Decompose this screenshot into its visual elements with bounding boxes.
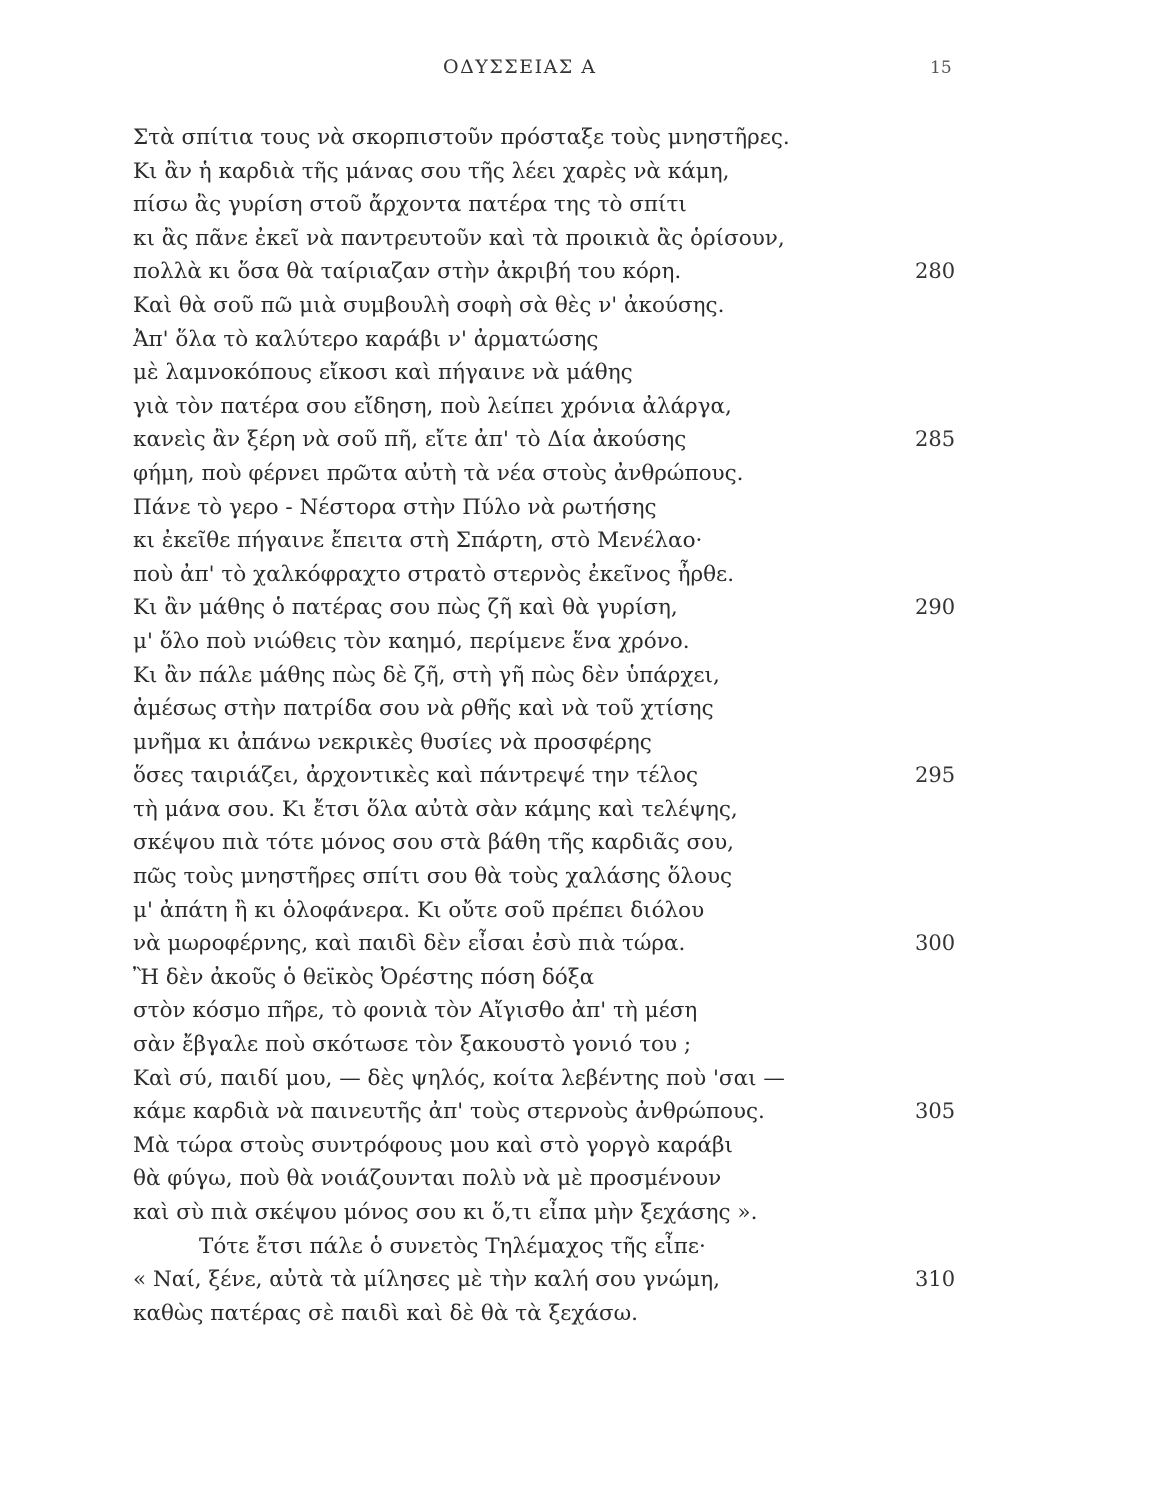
- verse-line: [133, 793, 1003, 827]
- verse-text: φήμη, ποὺ φέρνει πρῶτα αὐτὴ τὰ νέα στοὺς ἀνθρώπους.: [133, 460, 744, 486]
- verse-text: μ' ἀπάτη ἢ κι ὁλοφάνερα. Κι οὔτε σοῦ πρέπει διόλου: [133, 897, 705, 923]
- verse-line: [133, 625, 1003, 659]
- verse-line: [133, 1129, 1003, 1163]
- verse-text: Στὰ σπίτια τους νὰ σκορπιστοῦν πρόσταξε τοὺς μνηστῆρες.: [133, 125, 790, 150]
- verse-text: πίσω ἂς γυρίση στοῦ ἄρχοντα πατέρα της τὸ σπίτι: [133, 192, 687, 218]
- verse-text: μνῆμα κι ἀπάνω νεκρικὲς θυσίες νὰ προσφέρης: [133, 729, 652, 755]
- verse-text: κανεὶς ἂν ξέρη νὰ σοῦ πῆ, εἴτε ἀπ' τὸ Δία ἀκούσης: [133, 427, 687, 453]
- verse-line: [133, 390, 1003, 424]
- verse-text: κάμε καρδιὰ νὰ παινευτῆς ἀπ' τοὺς στερνοὺς ἀνθρώπους.: [133, 1099, 765, 1125]
- running-title: ΟΔΥΣΣΕΙΑΣ Α: [443, 56, 597, 78]
- verse-text: Ἀπ' ὅλα τὸ καλύτερο καράβι ν' ἀρματώσης: [133, 326, 599, 352]
- verse-text: μ' ὅλο ποὺ νιώθεις τὸν καημό, περίμενε ἕνα χρόνο.: [133, 628, 690, 654]
- verse-text: Καὶ θὰ σοῦ πῶ μιὰ συμβουλὴ σοφὴ σὰ θὲς ν' ἀκούσης.: [133, 292, 725, 318]
- page-number: 15: [930, 58, 952, 78]
- verse-line: [133, 289, 1003, 323]
- verse-text: θὰ φύγω, ποὺ θὰ νοιάζουνται πολὺ νὰ μὲ προσμένουν: [133, 1166, 722, 1192]
- verse-text: Μὰ τώρα στοὺς συντρόφους μου καὶ στὸ γοργὸ καράβι: [133, 1132, 733, 1158]
- verse-line: [133, 524, 1003, 558]
- verse-text: τὴ μάνα σου. Κι ἔτσι ὅλα αὐτὰ σὰν κάμης καὶ τελέψης,: [133, 796, 738, 822]
- verse-line: [133, 356, 1003, 390]
- verse-text: Κι ἂν πάλε μάθης πὼς δὲ ζῆ, στὴ γῆ πὼς δὲν ὑπάρχει,: [133, 662, 720, 688]
- verse-line: [133, 121, 1003, 155]
- verse-line: [133, 491, 1003, 525]
- verse-line: [133, 927, 1003, 961]
- verse-text: Πάνε τὸ γερο - Νέστορα στὴν Πύλο νὰ ρωτήσης: [133, 494, 657, 520]
- verse-line: [133, 759, 1003, 793]
- verse-text: ποὺ ἀπ' τὸ χαλκόφραχτο στρατὸ στερνὸς ἐκεῖνος ἦρθε.: [133, 561, 735, 587]
- verse-text: νὰ μωροφέρνης, καὶ παιδὶ δὲν εἶσαι ἐσὺ πιὰ τώρα.: [133, 931, 686, 957]
- verse-line: [133, 1095, 1003, 1129]
- verse-text: πῶς τοὺς μνηστῆρες σπίτι σου θὰ τοὺς χαλάσης ὅλους: [133, 864, 733, 890]
- verse-text: Κι ἂν ἡ καρδιὰ τῆς μάνας σου τῆς λέει χαρὲς νὰ κάμη,: [133, 158, 730, 184]
- verse-line: [133, 1028, 1003, 1062]
- verse-block: [133, 121, 1003, 1330]
- verse-line: [133, 1263, 1003, 1297]
- verse-text: γιὰ τὸν πατέρα σου εἴδηση, ποὺ λείπει χρόνια ἀλάργα,: [133, 393, 732, 419]
- verse-line: [133, 222, 1003, 256]
- verse-text: ἀμέσως στὴν πατρίδα σου νὰ ρθῆς καὶ νὰ τοῦ χτίσης: [133, 696, 714, 722]
- verse-text: καὶ σὺ πιὰ σκέψου μόνος σου κι ὅ,τι εἶπα μὴν ξεχάσης ».: [133, 1200, 758, 1225]
- verse-line: [133, 894, 1003, 928]
- verse-line: [133, 659, 1003, 693]
- verse-line: [133, 188, 1003, 222]
- verse-text: καθὼς πατέρας σὲ παιδὶ καὶ δὲ θὰ τὰ ξεχάσω.: [133, 1300, 639, 1326]
- line-number: 295: [915, 763, 956, 788]
- verse-line: [133, 423, 1003, 457]
- verse-text: Κι ἂν μάθης ὁ πατέρας σου πὼς ζῆ καὶ θὰ γυρίση,: [133, 595, 678, 621]
- verse-line: [133, 726, 1003, 760]
- verse-text: σκέψου πιὰ τότε μόνος σου στὰ βάθη τῆς καρδιᾶς σου,: [133, 830, 734, 856]
- verse-text: στὸν κόσμο πῆρε, τὸ φονιὰ τὸν Αἴγισθο ἀπ' τὴ μέση: [133, 998, 698, 1024]
- verse-text: κι ἐκεῖθε πήγαινε ἔπειτα στὴ Σπάρτη, στὸ Μενέλαο·: [133, 528, 703, 554]
- line-number: 305: [915, 1099, 956, 1124]
- verse-line: [133, 1230, 1003, 1264]
- verse-line: [133, 826, 1003, 860]
- verse-line: [133, 591, 1003, 625]
- verse-text: « Ναί, ξένε, αὐτὰ τὰ μίλησες μὲ τὴν καλή σου γνώμη,: [133, 1267, 720, 1293]
- verse-line: [133, 255, 1003, 289]
- line-number: 300: [915, 931, 956, 956]
- line-number: 280: [915, 259, 956, 284]
- line-number: 290: [915, 595, 956, 620]
- verse-text: Καὶ σύ, παιδί μου, — δὲς ψηλός, κοίτα λεβέντης ποὺ 'σαι —: [133, 1065, 785, 1091]
- verse-line: [133, 1062, 1003, 1096]
- verse-text: πολλὰ κι ὅσα θὰ ταίριαζαν στὴν ἀκριβή του κόρη.: [133, 259, 682, 285]
- verse-line: [133, 961, 1003, 995]
- verse-line: [133, 155, 1003, 189]
- verse-line: [133, 1297, 1003, 1331]
- verse-text: Ἢ δὲν ἀκοῦς ὁ θεϊκὸς Ὀρέστης πόση δόξα: [133, 964, 595, 990]
- line-number: 285: [915, 427, 956, 452]
- verse-line: [133, 860, 1003, 894]
- verse-line: [133, 323, 1003, 357]
- verse-text: Τότε ἔτσι πάλε ὁ συνετὸς Τηλέμαχος τῆς εἶπε·: [199, 1233, 706, 1259]
- verse-line: [133, 457, 1003, 491]
- verse-line: [133, 692, 1003, 726]
- verse-line: [133, 1162, 1003, 1196]
- running-head: [0, 56, 1166, 86]
- verse-text: κι ἂς πᾶνε ἐκεῖ νὰ παντρευτοῦν καὶ τὰ προικιὰ ἂς ὁρίσουν,: [133, 225, 785, 251]
- verse-text: ὅσες ταιριάζει, ἀρχοντικὲς καὶ πάντρεψέ την τέλος: [133, 763, 699, 789]
- verse-line: [133, 1196, 1003, 1230]
- verse-text: μὲ λαμνοκόπους εἴκοσι καὶ πήγαινε νὰ μάθης: [133, 360, 633, 386]
- verse-line: [133, 994, 1003, 1028]
- verse-line: [133, 558, 1003, 592]
- verse-text: σὰν ἔβγαλε ποὺ σκότωσε τὸν ξακουστὸ γονιό του ;: [133, 1032, 692, 1058]
- line-number: 310: [915, 1267, 956, 1292]
